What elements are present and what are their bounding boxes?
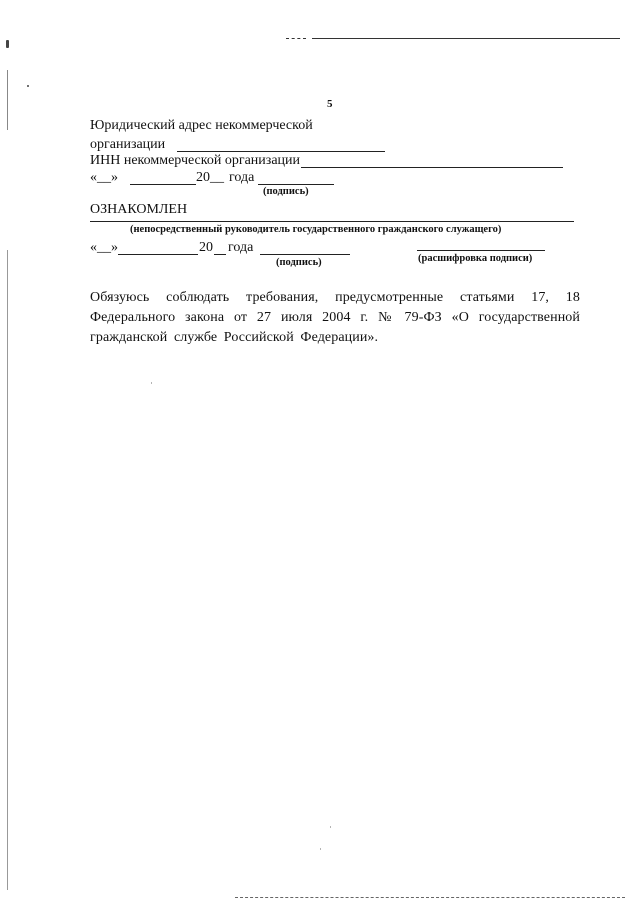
close-quote: » — [111, 170, 118, 185]
open-quote: « — [90, 240, 97, 255]
obligation-paragraph: Обязуюсь соблюдать требования, предусмотренные статьями 17, 18 Федерального закона от 27 июля 2004 г. № 79-ФЗ «О государственной гражданской службе Российской Федерации». — [90, 290, 580, 345]
scan-speck — [330, 826, 331, 828]
organization-label: организации — [90, 137, 166, 152]
date-line-2 — [90, 240, 118, 256]
bottom-scan-line — [235, 897, 625, 898]
scan-speck — [151, 382, 152, 384]
date-line-1 — [90, 170, 118, 186]
decryption-caption: (расшифровка подписи) — [418, 253, 533, 264]
acknowledged-title: ОЗНАКОМЛЕН — [90, 202, 188, 217]
year-blank-2 — [214, 254, 226, 255]
scan-speck — [320, 848, 321, 850]
year-prefix: 20 — [196, 170, 210, 185]
open-quote: « — [90, 170, 97, 185]
signature-caption-1: (подпись) — [263, 186, 309, 197]
year-blank: __ — [210, 170, 224, 185]
year-word-1: года — [229, 170, 255, 185]
day-blank: __ — [97, 170, 111, 185]
decryption-blank — [417, 250, 545, 251]
year-1 — [196, 170, 224, 186]
inn-label: ИНН некоммерческой организации — [90, 153, 301, 168]
left-edge-line-upper — [7, 70, 8, 130]
top-scan-dash — [286, 38, 306, 39]
organization-address-blank — [177, 151, 385, 152]
supervisor-caption: (непосредственный руководитель государственного гражданского служащего) — [130, 224, 502, 235]
left-mark — [6, 40, 9, 48]
month-blank-1 — [130, 184, 196, 185]
day-blank: __ — [97, 240, 111, 255]
signature-caption-2: (подпись) — [276, 257, 322, 268]
signature-blank-2 — [260, 254, 350, 255]
signature-blank-1 — [258, 184, 334, 185]
month-blank-2 — [118, 254, 198, 255]
close-quote: » — [111, 240, 118, 255]
legal-address-label: Юридический адрес некоммерческой — [90, 118, 313, 133]
top-scan-line — [312, 38, 620, 39]
year-word-2: года — [228, 240, 254, 255]
page-number: 5 — [327, 98, 333, 110]
left-edge-line-lower — [7, 250, 8, 890]
year-2: 20 — [199, 240, 213, 255]
left-dot — [27, 85, 29, 87]
inn-blank — [301, 167, 563, 168]
supervisor-blank — [90, 221, 574, 222]
